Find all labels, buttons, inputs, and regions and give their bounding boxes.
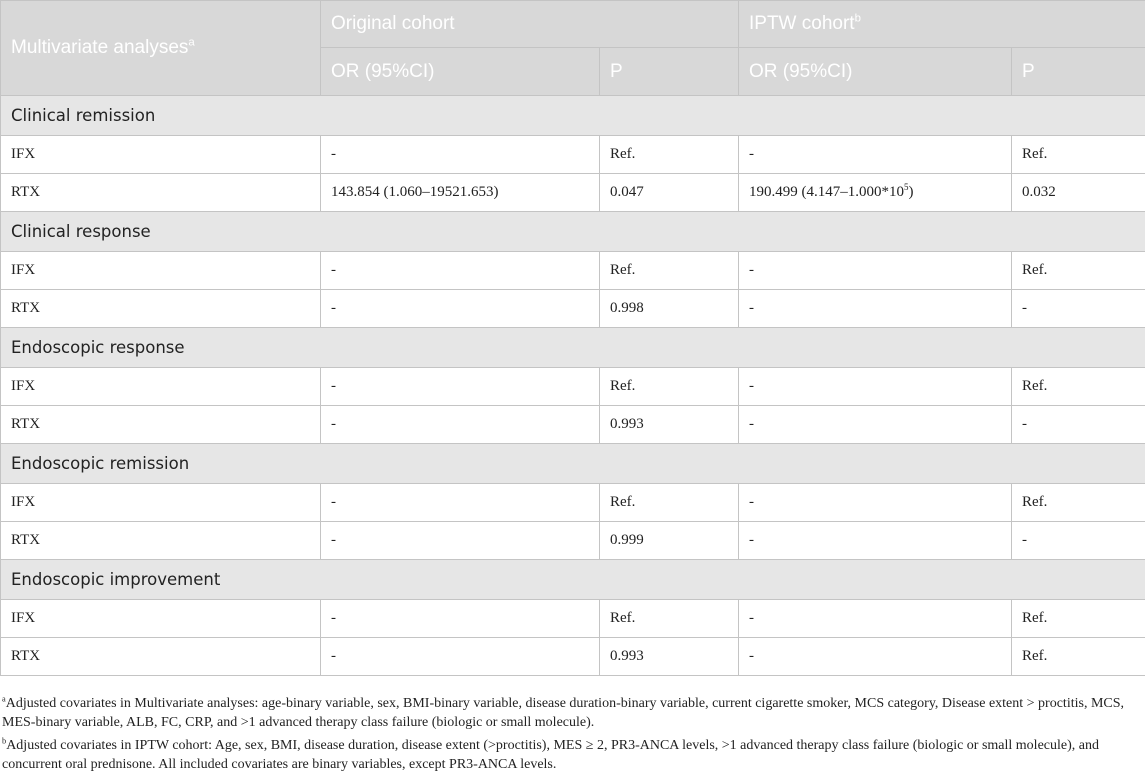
header-original-cohort: Original cohort bbox=[321, 1, 739, 48]
table-row bbox=[1, 174, 1145, 212]
or-iptw: - bbox=[739, 638, 1012, 676]
p-iptw: Ref. bbox=[1012, 368, 1145, 406]
p-original: 0.993 bbox=[600, 406, 739, 444]
row-label: RTX bbox=[1, 290, 321, 328]
table-row bbox=[1, 522, 1145, 560]
section-row bbox=[1, 96, 1145, 136]
section-title: Clinical remission bbox=[1, 96, 1145, 136]
or-original: - bbox=[321, 638, 600, 676]
p-original: 0.999 bbox=[600, 522, 739, 560]
row-label: RTX bbox=[1, 638, 321, 676]
p-original: Ref. bbox=[600, 484, 739, 522]
header-row-1 bbox=[1, 1, 1145, 48]
or-original: - bbox=[321, 600, 600, 638]
table-row bbox=[1, 290, 1145, 328]
table-row bbox=[1, 406, 1145, 444]
or-original: - bbox=[321, 484, 600, 522]
p-original: Ref. bbox=[600, 136, 739, 174]
table-row bbox=[1, 136, 1145, 174]
row-label: IFX bbox=[1, 600, 321, 638]
p-iptw: - bbox=[1012, 406, 1145, 444]
row-label: IFX bbox=[1, 368, 321, 406]
table-row bbox=[1, 638, 1145, 676]
section-row bbox=[1, 212, 1145, 252]
p-iptw: Ref. bbox=[1012, 252, 1145, 290]
or-iptw: - bbox=[739, 368, 1012, 406]
header-multivariate-analyses: Multivariate analyses$^a$ bbox=[1, 1, 321, 96]
or-iptw: - bbox=[739, 252, 1012, 290]
or-iptw: - bbox=[739, 600, 1012, 638]
row-label: IFX bbox=[1, 136, 321, 174]
p-iptw: Ref. bbox=[1012, 600, 1145, 638]
or-iptw: - bbox=[739, 136, 1012, 174]
or-original: - bbox=[321, 252, 600, 290]
p-iptw: Ref. bbox=[1012, 484, 1145, 522]
row-label: IFX bbox=[1, 252, 321, 290]
row-label: RTX bbox=[1, 174, 321, 212]
p-original: 0.047 bbox=[600, 174, 739, 212]
or-original: 143.854 (1.060–19521.653) bbox=[321, 174, 600, 212]
or-iptw: - bbox=[739, 484, 1012, 522]
or-iptw: - bbox=[739, 290, 1012, 328]
p-iptw: - bbox=[1012, 290, 1145, 328]
p-original: Ref. bbox=[600, 252, 739, 290]
or-original: - bbox=[321, 136, 600, 174]
header-or-original: OR (95%CI) bbox=[321, 48, 600, 96]
or-iptw: - bbox=[739, 522, 1012, 560]
header-p-original: P bbox=[600, 48, 739, 96]
header-or-iptw: OR (95%CI) bbox=[739, 48, 1012, 96]
header-iptw-cohort: IPTW cohort$^b$ bbox=[739, 1, 1145, 48]
header-p-iptw: P bbox=[1012, 48, 1145, 96]
p-original: 0.998 bbox=[600, 290, 739, 328]
row-label: RTX bbox=[1, 406, 321, 444]
section-row bbox=[1, 328, 1145, 368]
footnote-a: $^a$Adjusted covariates in Multivariate analyses: age-binary variable, sex, BMI-binary variable, disease duration-binary variable, current cigarette smoker, MCS category, Disease extent > proctitis, MCS, MES-binary variable, ALB, FC, CRP, and >1 advanced therapy class failure (biologic or small molecule). bbox=[2, 694, 1137, 732]
p-original: Ref. bbox=[600, 600, 739, 638]
section-title: Endoscopic remission bbox=[1, 444, 1145, 484]
section-row bbox=[1, 560, 1145, 600]
or-original: - bbox=[321, 406, 600, 444]
table-row bbox=[1, 252, 1145, 290]
or-original: - bbox=[321, 522, 600, 560]
p-iptw: - bbox=[1012, 522, 1145, 560]
table-row bbox=[1, 600, 1145, 638]
p-original: Ref. bbox=[600, 368, 739, 406]
table-row bbox=[1, 484, 1145, 522]
p-iptw: 0.032 bbox=[1012, 174, 1145, 212]
or-original: - bbox=[321, 290, 600, 328]
p-iptw: Ref. bbox=[1012, 136, 1145, 174]
section-title: Endoscopic improvement bbox=[1, 560, 1145, 600]
section-row bbox=[1, 444, 1145, 484]
row-label: IFX bbox=[1, 484, 321, 522]
or-original: - bbox=[321, 368, 600, 406]
footnotes bbox=[0, 694, 1137, 778]
or-iptw: 190.499 $(4.147-1.000*10^5)$ bbox=[739, 174, 1012, 212]
section-title: Endoscopic response bbox=[1, 328, 1145, 368]
table-row bbox=[1, 368, 1145, 406]
p-iptw: Ref. bbox=[1012, 638, 1145, 676]
footnote-b: $^b$Adjusted covariates in IPTW cohort: Age, sex, BMI, disease duration, disease extent (>proctitis), MES ≥ 2, PR3-ANCA levels, >1 advanced therapy class failure (biologic or small molecule), and concurrent oral prednisone. All included covariates are binary variables, except PR3-ANCA levels. bbox=[2, 736, 1137, 774]
row-label: RTX bbox=[1, 522, 321, 560]
section-title: Clinical response bbox=[1, 212, 1145, 252]
p-original: 0.993 bbox=[600, 638, 739, 676]
or-iptw: - bbox=[739, 406, 1012, 444]
